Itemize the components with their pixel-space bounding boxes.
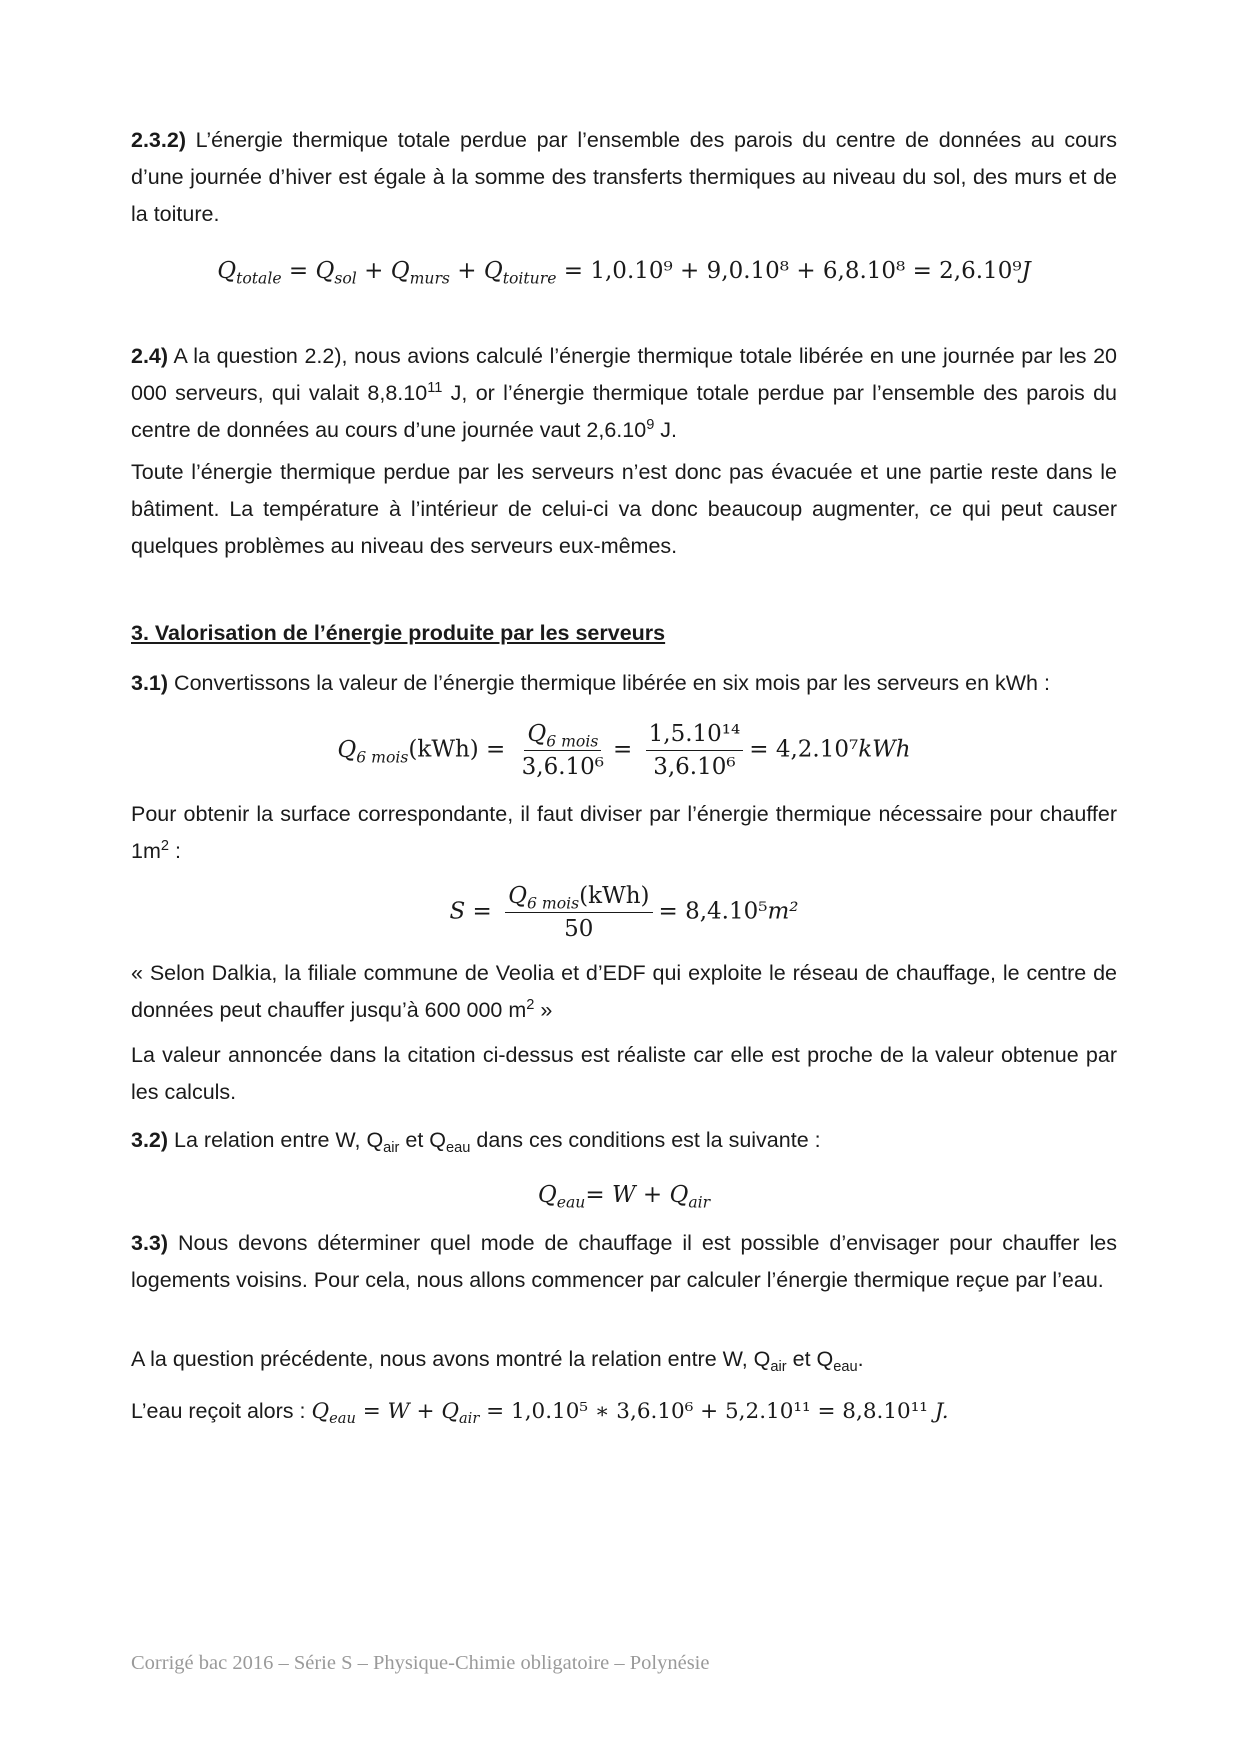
result-unit: m² [767, 898, 799, 925]
paragraph-surface [131, 796, 1117, 870]
sub-air: air [458, 1410, 480, 1428]
lhs-unit: (kWh) = [408, 736, 506, 763]
sub-totale: totale [236, 268, 282, 288]
paragraph-text: Pour obtenir la surface correspondante, il faut diviser par l’énergie thermique nécessaire pour chauffer 1m [131, 802, 1117, 863]
paragraph-text: J, or l’énergie thermique totale perdue par l’ensemble des parois du centre de données au cours d’une journée vaut 2,6.10 [131, 381, 1117, 442]
paragraph-valeur-annoncee: La valeur annoncée dans la citation ci-dessus est réaliste car elle est proche de la valeur obtenue par les calculs. [131, 1043, 1117, 1104]
sub-6-mois: 6 mois [356, 746, 409, 766]
paragraph-3-3 [131, 1225, 1117, 1299]
fraction-1: $\frac{Q_{6 mois}}{\text{3,6.10⁶}}$ [519, 718, 607, 783]
surface-symbol: S = [449, 898, 492, 925]
question-label: 3.2) [131, 1128, 169, 1152]
paragraph-text: A la question précédente, nous avons montré la relation entre W, Q [131, 1347, 771, 1371]
equation-values: = 1,0.10⁵ ∗ 3,6.10⁶ + 5,2.10¹¹ = 8,8.10¹¹ [479, 1399, 928, 1424]
sub-murs: murs [409, 268, 450, 288]
paragraph-text: L’énergie thermique totale perdue par l’ensemble des parois du centre de données au cours d’une journée d’hiver est égale à la somme des transferts thermiques au niveau du sol, des murs et de la toiture. [131, 128, 1117, 226]
paragraph-text: La relation entre W, Q [168, 1128, 384, 1152]
exponent: 2 [526, 996, 535, 1013]
section-3-title: 3. Valorisation de l’énergie produite par les serveurs [131, 621, 666, 645]
fraction-surface: $\frac{Q_{6 mois}(kWh)}{50}$ [505, 880, 652, 945]
result-value: = 8,4.10⁵ [658, 898, 768, 925]
paragraph-text: L’eau reçoit alors : [131, 1399, 312, 1423]
question-label: 2.4) [131, 344, 169, 368]
numerator: 1,5.10¹⁴ [646, 718, 744, 751]
sub-eau: eau [329, 1410, 356, 1428]
paragraph-eau-recoit: L’eau reçoit alors : $Q_{eau} = W + Q_{air} = 1,0.10^5$ ∗ 3,6.10⁶ + 5,2.10¹¹ = 8,8.10¹¹ J. [131, 1399, 949, 1428]
result-unit: kWh [858, 736, 911, 763]
page-footer: Corrigé bac 2016 – Série S – Physique-Chimie obligatoire – Polynésie [131, 1652, 710, 1674]
sub-air: air [383, 1140, 400, 1157]
sub-sol: sol [334, 268, 357, 288]
paragraph-text: . [857, 1347, 864, 1371]
equation-values: = 1,0.10⁹ + 9,0.10⁸ + 6,8.10⁸ = 2,6.10⁹ [563, 258, 1022, 284]
paragraph-toute-energie: Toute l’énergie thermique perdue par les serveurs n’est donc pas évacuée et une partie reste dans le bâtiment. La température à l’intérieur de celui-ci va donc beaucoup augmenter, ce qui peut causer quelques problèmes au niveau des serveurs eux-mêmes. [131, 460, 1117, 558]
sub-6-mois: 6 mois [546, 731, 599, 751]
denominator: 50 [564, 916, 594, 942]
paragraph-text: Nous devons déterminer quel mode de chauffage il est possible d’envisager pour chauffer les logements voisins. Pour cela, nous allons commencer par calculer l’énergie thermique reçue par l’eau. [131, 1231, 1117, 1292]
exponent: 9 [646, 416, 655, 433]
equation-q-totale: $Q_{totale} = Q_{sol} + Q_{murs} + Q_{toiture} = 1,0.10^9 + 9,0.10^8 + 6,8.10^8 = 2,6.10^9J$ [217, 258, 1031, 288]
denominator: 3,6.10⁶ [521, 754, 605, 780]
sub-eau: eau [446, 1140, 471, 1157]
equation-middle: = W + Q [585, 1182, 689, 1208]
quote-dalkia [131, 955, 1117, 1029]
paragraph-question-precedente [131, 1341, 1117, 1378]
question-label: 2.3.2) [131, 128, 186, 152]
quote-text: « Selon Dalkia, la filiale commune de Veolia et d’EDF qui exploite le réseau de chauffage, le centre de données peut chauffer jusqu’à 600 000 m [131, 961, 1117, 1022]
paragraph-text: et Q [399, 1128, 447, 1152]
numerator-unit: (kWh) [579, 883, 650, 909]
paragraph-3-1 [131, 665, 1117, 702]
paragraph-2-4 [131, 338, 1117, 449]
question-label: 3.3) [131, 1231, 169, 1255]
equation-q-6-mois: $Q_{6 mois}(kWh)$ = $\frac{Q_{6 mois}}{\text{3,6.10⁶}}$ = $\frac{\text{1,5.10¹⁴}}{\text{3,6.10⁶}}$ = 4,2.10⁷kWh [131, 718, 1117, 783]
paragraph-text: dans ces conditions est la suivante : [470, 1128, 821, 1152]
paragraph-3-2 [131, 1122, 1117, 1159]
paragraph-text: Convertissons la valeur de l’énergie thermique libérée en six mois par les serveurs en kWh : [168, 671, 1050, 695]
sub-air: air [688, 1192, 711, 1212]
result-value: = 4,2.10⁷ [749, 736, 859, 763]
result-unit: J. [927, 1399, 949, 1424]
quote-text: » [534, 998, 553, 1022]
sub-air: air [770, 1359, 787, 1376]
sub-6-mois: 6 mois [527, 893, 580, 913]
exponent: 11 [427, 379, 443, 396]
equation-q-eau: $Q_{eau}= W + Q_{air}$ [537, 1182, 711, 1212]
equation-middle: = W + Q [355, 1399, 459, 1424]
sub-eau: eau [833, 1359, 858, 1376]
denominator: 3,6.10⁶ [653, 754, 736, 780]
paragraph-text: et Q [786, 1347, 834, 1371]
equation-surface [131, 880, 1117, 945]
paragraph-2-3-2 [131, 122, 1117, 233]
fraction-2 [646, 718, 744, 783]
paragraph-text: : [169, 839, 181, 863]
sub-eau: eau [556, 1192, 586, 1212]
paragraph-text: A la question 2.2), nous avions calculé l’énergie thermique totale libérée en une journée par les 20 000 serveurs, qui valait 8,8.10 [131, 344, 1117, 405]
exponent: 2 [160, 837, 170, 854]
sub-toiture: toiture [502, 268, 557, 288]
paragraph-text: J. [654, 418, 678, 442]
question-label: 3.1) [131, 671, 169, 695]
